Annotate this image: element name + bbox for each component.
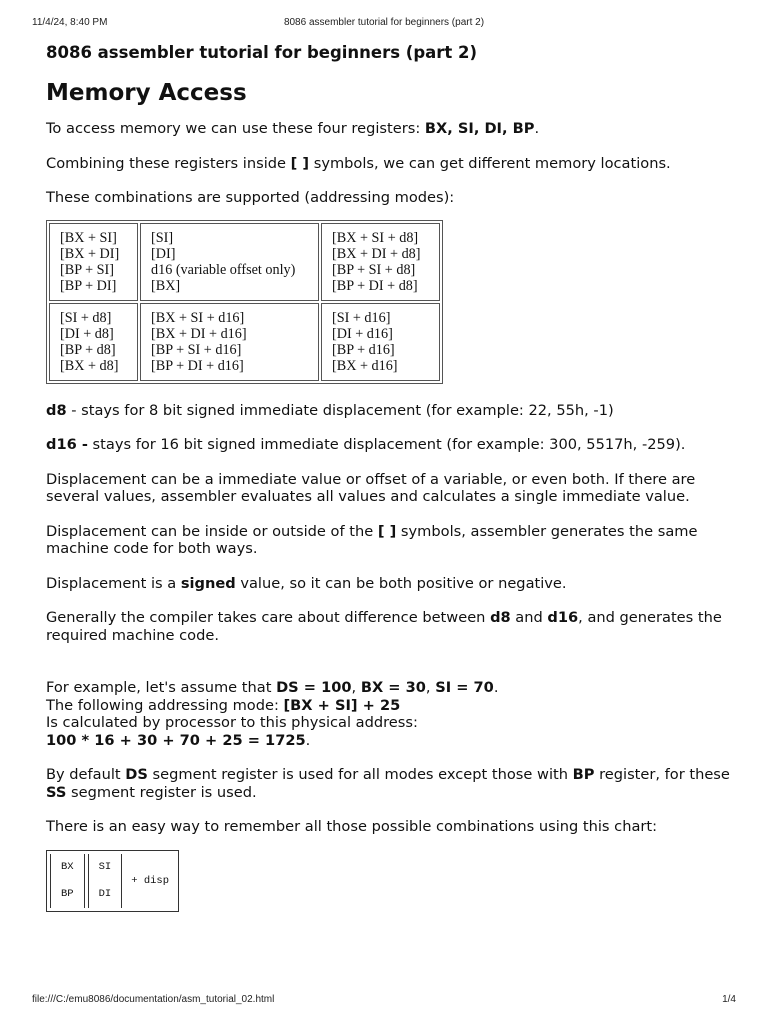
modes-cell: [140, 303, 319, 381]
compiler-a: Generally the compiler takes care about difference between: [46, 609, 491, 626]
mode-entry: [BX + SI + d8]: [332, 229, 419, 246]
modes-row: [49, 223, 440, 301]
disp-brackets-bold: [ ]: [377, 522, 397, 540]
chart-index-registers: [88, 854, 123, 908]
example-mode-label: The following addressing mode:: [46, 696, 284, 714]
example-paragraph: [46, 679, 736, 749]
modes-cell: [321, 303, 440, 381]
modes-cell: [321, 223, 440, 301]
mode-entry: [BP + SI + d16]: [151, 341, 242, 358]
print-header: [32, 17, 736, 31]
register-combination-chart: [46, 850, 179, 912]
default-ds: DS: [125, 766, 148, 783]
intro-registers-end: .: [534, 120, 540, 137]
mode-entry: d16 (variable offset only): [151, 261, 296, 278]
intro-supported: These combinations are supported (addressing modes):: [46, 189, 455, 206]
example-formula-end: .: [305, 731, 311, 749]
default-a: By default: [46, 766, 126, 783]
disp-brackets-a: Displacement can be inside or outside of the: [46, 522, 378, 540]
chart-register: BP: [61, 887, 74, 900]
mode-entry: [BX + SI + d16]: [151, 309, 245, 326]
mode-entry: [DI + d16]: [332, 325, 393, 342]
chart-intro-paragraph: There is an easy way to remember all those possible combinations using this chart:: [46, 818, 658, 835]
disp-signed-a: Displacement is a: [46, 574, 181, 592]
intro-combining: [46, 155, 736, 173]
intro-combining-bold: [ ]: [290, 154, 310, 172]
default-ss: SS: [46, 783, 67, 801]
chart-displacement: + disp: [131, 874, 170, 887]
chart-row: [50, 854, 175, 908]
print-title: 8086 assembler tutorial for beginners (part 2): [283, 17, 485, 28]
modes-cell: [140, 223, 319, 301]
print-file-path: file:///C:/emu8086/documentation/asm_tutorial_02.html: [32, 994, 275, 1005]
d16-text: stays for 16 bit signed immediate displacement (for example: 300, 5517h, -259).: [87, 436, 686, 453]
chart-register: SI: [98, 860, 112, 873]
mode-entry: [BP + SI]: [60, 261, 114, 278]
intro-registers-text: To access memory we can use these four registers:: [46, 120, 425, 137]
disp-signed-bold: signed: [180, 574, 236, 592]
example-line-1: [46, 679, 736, 697]
modes-cell: [49, 223, 138, 301]
intro-registers: [46, 120, 736, 138]
mode-entry: [BP + d16]: [332, 341, 395, 358]
mode-entry: [BP + DI + d16]: [151, 357, 244, 374]
mode-entry: [BX]: [151, 277, 181, 294]
mode-entry: [BX + DI]: [60, 245, 120, 262]
intro-combining-a: Combining these registers inside: [46, 154, 291, 172]
example-line-2: [46, 697, 736, 715]
example-sep: ,: [425, 679, 436, 696]
displacement-brackets-paragraph: [46, 523, 736, 558]
d16-definition: [46, 436, 736, 454]
default-d: segment register is used.: [66, 783, 257, 801]
default-bp: BP: [572, 766, 595, 783]
compiler-d16: d16: [547, 609, 579, 626]
disp-brackets-b: symbols, assembler generates the same machine code for both ways.: [46, 522, 698, 557]
mode-entry: [BP + DI]: [60, 277, 117, 294]
mode-entry: [SI + d8]: [60, 309, 112, 326]
example-si: SI = 70: [435, 679, 494, 696]
compiler-mid: and: [510, 609, 548, 626]
example-line-4: [46, 732, 736, 750]
addressing-modes-table: [46, 220, 443, 384]
mode-entry: [SI]: [151, 229, 174, 246]
modes-row: [49, 303, 440, 381]
section-title: Memory Access: [46, 80, 247, 106]
d8-term: d8: [46, 401, 67, 419]
chart-register: BX: [61, 860, 74, 873]
chart-register: DI: [98, 887, 112, 900]
disp-signed-b: value, so it can be both positive or negative.: [235, 574, 567, 592]
example-bx: BX = 30: [360, 679, 426, 696]
d8-text: - stays for 8 bit signed immediate displacement (for example: 22, 55h, -1): [66, 401, 614, 419]
compiler-paragraph: [46, 609, 736, 644]
example-sep: ,: [351, 679, 361, 696]
print-footer: [32, 994, 736, 1008]
document-content: [46, 42, 736, 912]
mode-entry: [DI + d8]: [60, 325, 114, 342]
mode-entry: [BP + SI + d8]: [332, 261, 416, 278]
compiler-d8: d8: [490, 609, 511, 626]
mode-entry: [BX + SI]: [60, 229, 117, 246]
mode-entry: [DI]: [151, 245, 176, 262]
mode-entry: [BX + d16]: [332, 357, 398, 374]
default-b: segment register is used for all modes except those with: [147, 766, 573, 783]
print-page-number: 1/4: [722, 994, 736, 1005]
example-end: .: [493, 679, 499, 696]
displacement-values-paragraph: Displacement can be a immediate value or offset of a variable, or even both. If there are several values, assembler evaluates all values and calculates a single immediate value.: [46, 470, 696, 505]
modes-cell: [49, 303, 138, 381]
mode-entry: [BX + DI + d16]: [151, 325, 247, 342]
example-intro: For example, let's assume that: [46, 679, 277, 696]
print-datetime: 11/4/24, 8:40 PM: [32, 17, 108, 28]
intro-registers-bold: BX, SI, DI, BP: [424, 120, 535, 137]
displacement-signed-paragraph: [46, 575, 736, 593]
example-line-3: Is calculated by processor to this physical address:: [46, 714, 418, 731]
example-mode: [BX + SI] + 25: [283, 696, 401, 714]
intro-combining-b: symbols, we can get different memory locations.: [309, 154, 671, 172]
default-c: register, for these: [594, 766, 730, 783]
mode-entry: [SI + d16]: [332, 309, 391, 326]
mode-entry: [BP + d8]: [60, 341, 116, 358]
d16-term: d16 -: [46, 436, 88, 453]
chart-base-registers: [50, 854, 85, 908]
mode-entry: [BX + d8]: [60, 357, 119, 374]
example-ds: DS = 100: [276, 679, 352, 696]
mode-entry: [BP + DI + d8]: [332, 277, 418, 294]
example-formula: 100 * 16 + 30 + 70 + 25 = 1725: [46, 731, 306, 749]
default-segment-paragraph: [46, 766, 736, 801]
page-title: 8086 assembler tutorial for beginners (part 2): [46, 43, 478, 62]
mode-entry: [BX + DI + d8]: [332, 245, 421, 262]
d8-definition: [46, 402, 736, 420]
compiler-b: , and generates the required machine code.: [46, 609, 722, 644]
